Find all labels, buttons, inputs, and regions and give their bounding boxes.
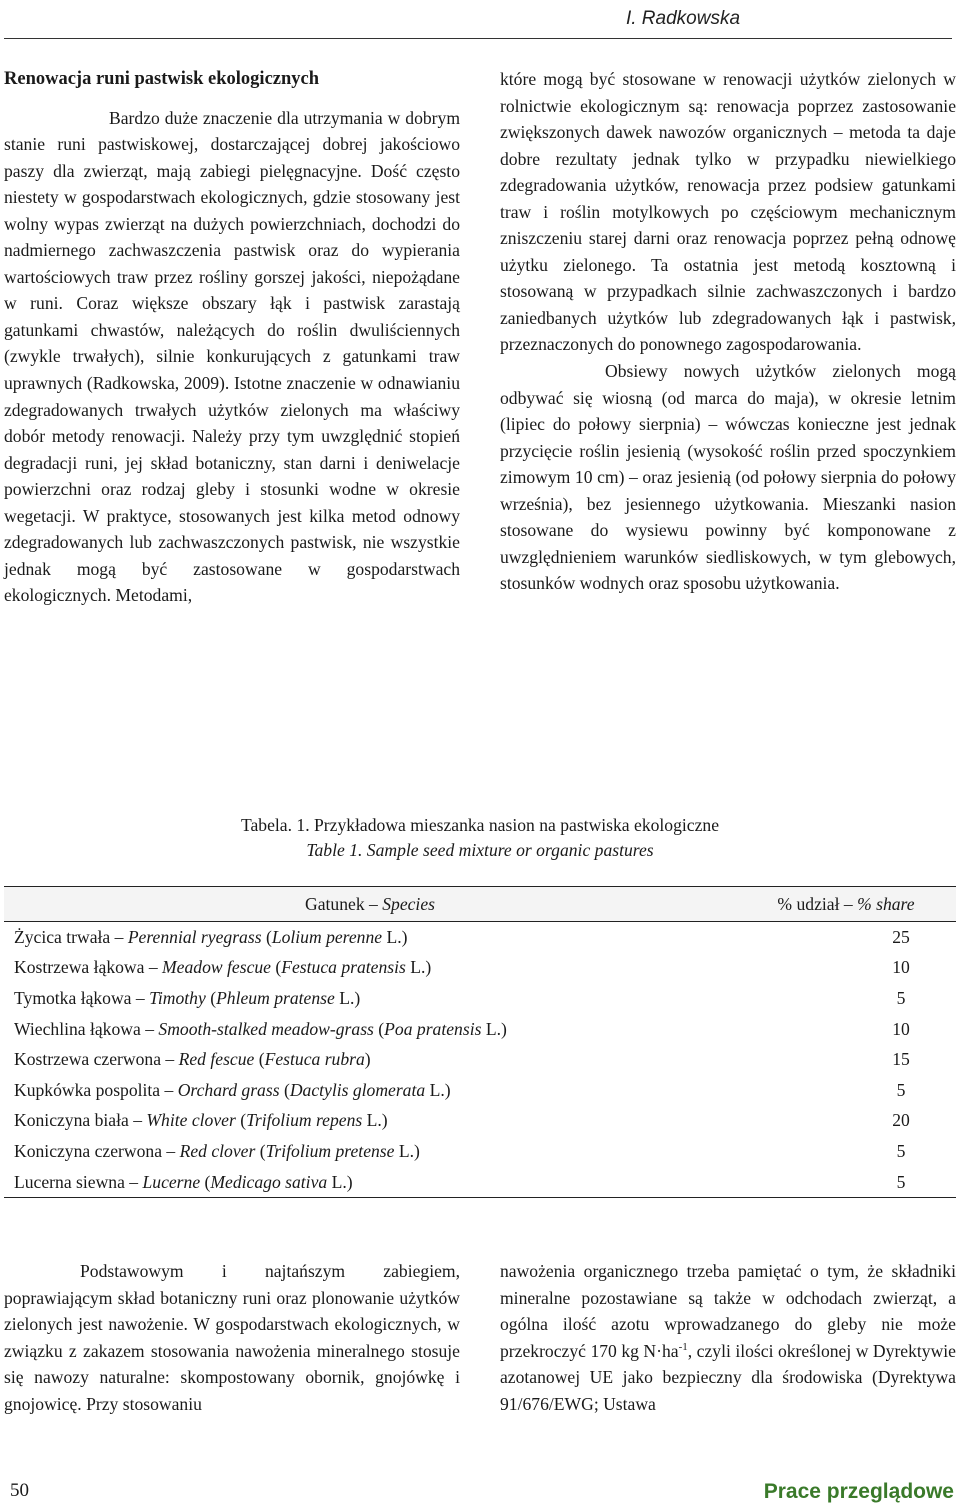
table-row [4,922,956,953]
species-cell: Tymotka łąkowa – Timothy (Phleum pratense L.) [14,987,361,1008]
table-row [4,1167,956,1198]
paragraph: Obsiewy nowych użytków zielonych mogą odbywać się wiosną (od marca do maja), w okresie letnim (lipiec do połowy sierpnia) – wówczas konieczne jest jednak przycięcie roślin jesienią (wysokość roślin przed spoczynkiem zimowym 10 cm) – oraz jesienią (od połowy sierpnia do połowy września), bez jesiennego użytkowania. Mieszanki nasion stosowane do wysiewu powinny być komponowane z uwzględnieniem warunków siedliskowych, w tym glebowych, stosunków wodnych oraz sposobu użytkowania. [500,361,956,594]
page-number: 50 [10,1480,29,1501]
running-header-author: I. Radkowska [625,8,741,29]
seed-mixture-table [4,886,956,1198]
share-cell: 5 [896,1140,906,1161]
paragraph: Bardzo duże znaczenie dla utrzymania w dobrym stanie runi pastwiskowej, dostarczającej dobrej jakościowo paszy dla zwierząt, mają zabiegi pielęgnacyjne. Dość często niestety w gospodarstwach ekologicznych, gdzie stosowany jest wolny wypas zwierząt na dużych powierzchniach, dochodzi do nadmiernego zachwaszczenia pastwisk oraz do wypierania wartościowych traw przez rośliny gorszej jakości, niepożądane w runi. Coraz większe obszary łąk i pastwisk zarastają gatunkami chwastów, należących do roślin dwuliściennych (zwykle trwałych), silnie konkurujących z gatunkami traw uprawnych (Radkowska, 2009). Istotne znaczenie w odnawianiu zdegradowanych trwałych użytków zielonych ma właściwy dobór metody renowacji. Należy przy tym uwzględnić stopień degradacji runi, jej skład botaniczny, stan darni i deniwelacje powierzchni oraz rodzaj gleby i stosunki wodne w okresie wegetacji. W praktyce, stosowanych jest kilka metod odnowy zdegradowanych lub zachwaszczonych pastwisk, nie wszystkie jednak mogą być zastosowane w gospodarstwach ekologicznych. Metodami, [4,107,460,606]
table-row [4,1044,956,1075]
table-row [4,983,956,1014]
share-cell: 10 [892,1018,910,1039]
species-cell: Lucerna siewna – Lucerne (Medicago sativa L.) [4,1167,736,1198]
share-cell: 5 [896,1079,906,1100]
header-species: Gatunek – Species [4,887,736,922]
table-row [4,1014,956,1045]
section-title: Renowacja runi pastwisk ekologicznych [4,69,320,89]
species-cell: Koniczyna biała – White clover (Trifolium repens L.) [14,1110,388,1131]
table-caption-en: Table 1. Sample seed mixture or organic pastures [306,840,654,860]
header-rule [4,38,952,39]
species-cell: Życica trwała – Perennial ryegrass (Lolium perenne L.) [14,926,408,947]
table-row [4,1106,956,1137]
footer-section-label: Prace przeglądowe [763,1480,954,1503]
table-caption-pl: Tabela. 1. Przykładowa mieszanka nasion na pastwiska ekologiczne [240,815,720,835]
species-cell: Kostrzewa łąkowa – Meadow fescue (Festuca pratensis L.) [14,957,432,978]
species-cell: Kostrzewa czerwona – Red fescue (Festuca rubra) [14,1049,371,1070]
left-column [4,66,460,609]
share-cell: 15 [892,1049,910,1070]
share-cell: 10 [892,957,910,978]
species-cell: Kupkówka pospolita – Orchard grass (Dactylis glomerata L.) [14,1079,451,1100]
table-row [4,1075,956,1106]
paragraph: nawożenia organicznego trzeba pamiętać o tym, że składniki mineralne pozostawiane są także w odchodach zwierząt, a ogólna ilość azotu wprowadzanego do gleby nie może przekroczyć 170 kg $N\cdot ha^{-1}$, czyli ilości określonej w Dyrektywie azotanowej UE jako bezpieczny dla środowiska (Dyrektywa 91/676/EWG; Ustawa [500,1261,956,1414]
share-cell: 25 [892,926,910,947]
table-row [4,1136,956,1167]
right-column [500,66,956,597]
table-header-row [4,887,956,922]
share-cell: 5 [736,1167,956,1198]
table-row [4,953,956,984]
paragraph: które mogą być stosowane w renowacji użytków zielonych w rolnictwie ekologicznym są: renowacja poprzez zastosowanie zwiększonych dawek nawozów organicznych – metoda ta daje dobre rezultaty jednak tylko w przypadku niewielkiego zdegradowania użytków, renowacja przez podsiew gatunkami traw i roślin motylkowych po częściowym mechanicznym zniszczeniu starej darni oraz renowacja poprzez pełną odnowę użytku zielonego. Ta ostatnia jest metodą kosztowną i stosowaną w przypadkach silnie zachwaszczonych i bardzo zaniedbanych użytków lub zdegradowanych łąk i pastwisk, przeznaczonych do ponownego zagospodarowania. [500,69,956,355]
share-cell: 5 [896,987,906,1008]
bottom-right-column [500,1258,956,1417]
species-cell: Wiechlina łąkowa – Smooth-stalked meadow-grass (Poa pratensis L.) [14,1018,507,1039]
share-cell: 20 [892,1110,910,1131]
bottom-left-column [4,1258,460,1417]
species-cell: Koniczyna czerwona – Red clover (Trifolium pretense L.) [14,1140,420,1161]
paragraph: Podstawowym i najtańszym zabiegiem, poprawiającym skład botaniczny runi oraz plonowanie użytków zielonych jest nawożenie. W gospodarstwach ekologicznych, w związku z zakazem stosowania nawożenia mineralnego stosuje się nawozy naturalne: skompostowany obornik, gnojówkę i gnojowicę. Przy stosowaniu [4,1261,460,1414]
header-share: % udział – % share [736,887,956,922]
